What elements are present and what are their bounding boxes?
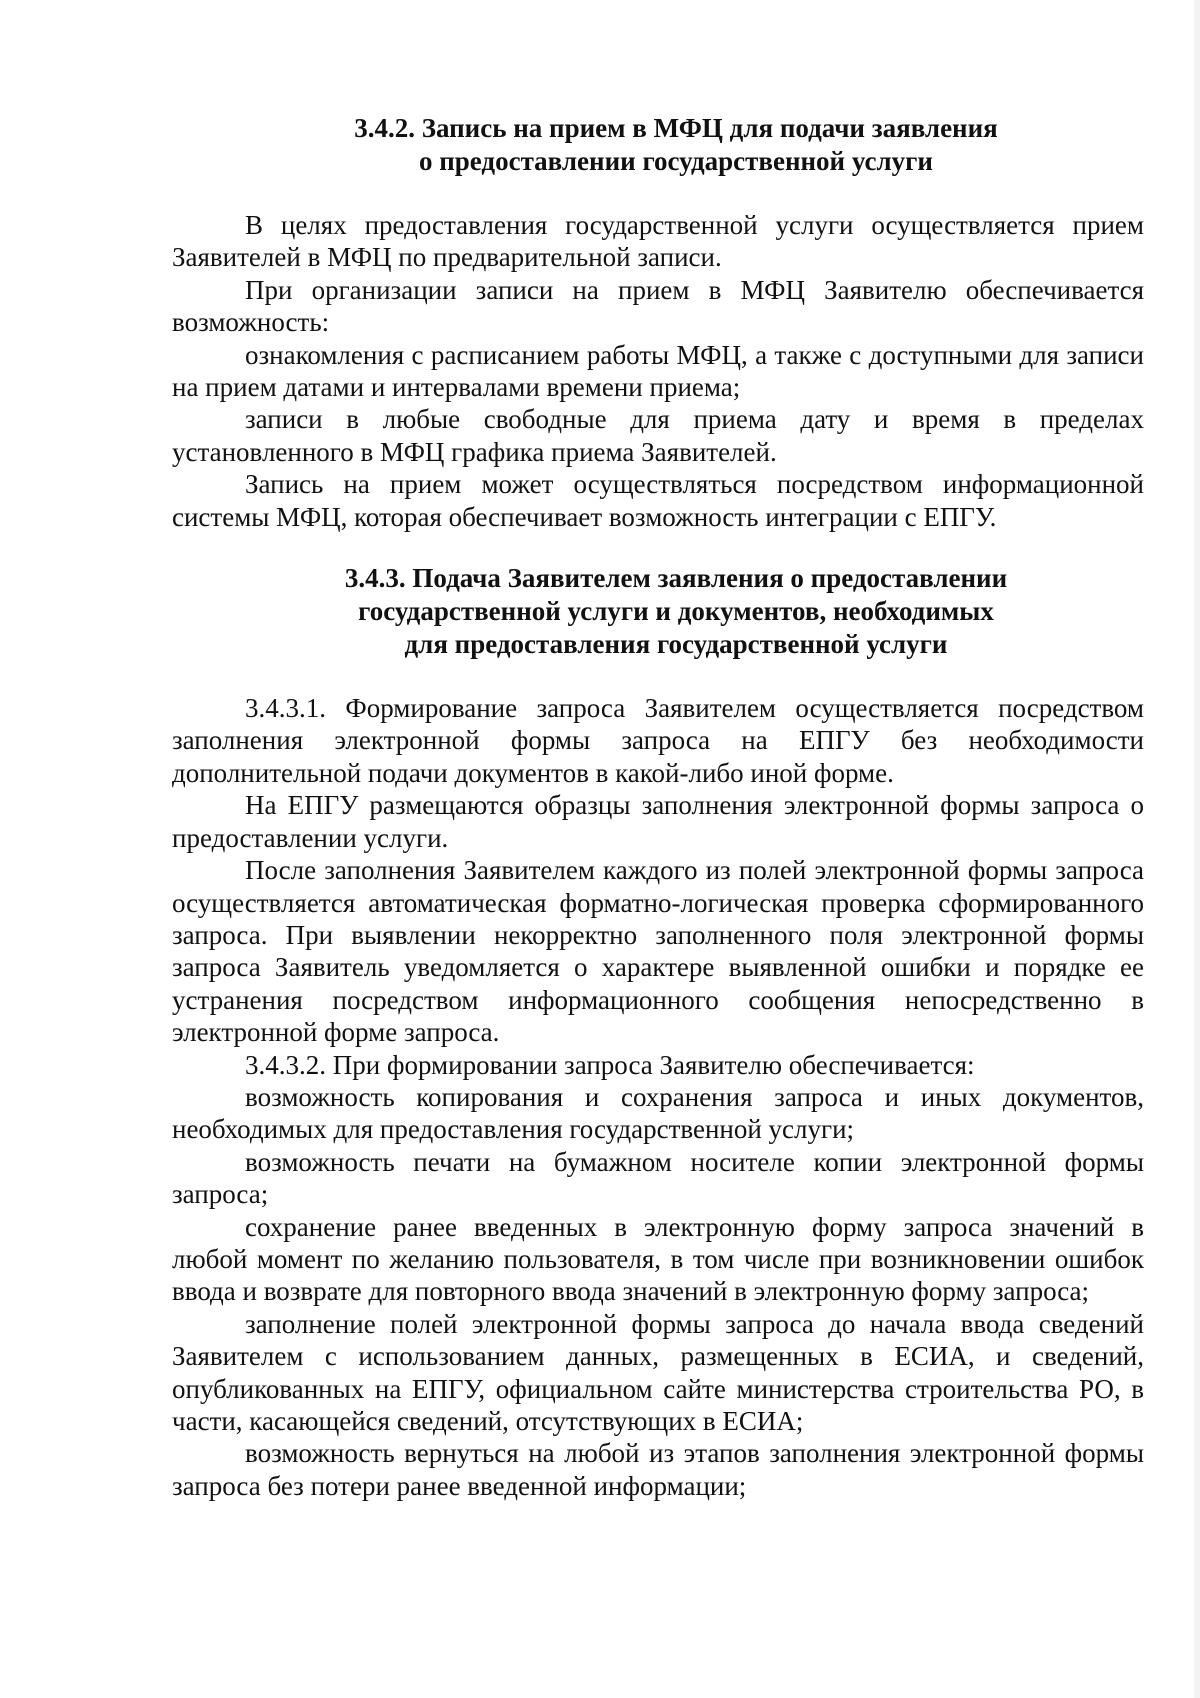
section-342-heading-line-2: о предоставлении государственной услуги	[418, 146, 933, 176]
section-342-heading	[172, 112, 1144, 178]
paragraph: возможность печати на бумажном носителе копии электронной формы запроса;	[172, 1146, 1144, 1210]
section-343-heading-line-1: 3.4.3. Подача Заявителем заявления о предоставлении	[344, 563, 1008, 594]
paragraph: На ЕПГУ размещаются образцы заполнения электронной формы запроса о предоставлении услуги.	[172, 790, 1144, 853]
paragraph: заполнение полей электронной формы запроса до начала ввода сведений Заявителем с использованием данных, размещенных в ЕСИА, и сведений, опубликованных на ЕПГУ, официальном сайте министерства строительства РО, в части, касающейся сведений, отсутствующих в ЕСИА;	[172, 1308, 1144, 1436]
section-343-heading	[172, 562, 1144, 661]
section-342-heading-line-1: 3.4.2. Запись на прием в МФЦ для подачи заявления	[354, 113, 998, 143]
section-343-heading-line-3: для предоставления государственной услуги	[404, 629, 948, 660]
paragraph: 3.4.3.1. Формирование запроса Заявителем осуществляется посредством заполнения электронной формы запроса на ЕПГУ без необходимости дополнительной подачи документов в какой-либо иной форме.	[172, 693, 1144, 788]
paragraph: ознакомления с расписанием работы МФЦ, а также с доступными для записи на прием датами и интервалами времени приема;	[172, 339, 1144, 403]
paragraph: 3.4.3.2. При формировании запроса Заявителю обеспечивается:	[245, 1049, 975, 1080]
page-edge-shadow	[1194, 0, 1200, 1698]
document-page	[172, 112, 1144, 1502]
paragraph: сохранение ранее введенных в электронную форму запроса значений в любой момент по желанию пользователя, в том числе при возникновении ошибок ввода и возврате для повторного ввода значений в электронную форму запроса;	[172, 1211, 1144, 1307]
section-343-heading-line-2: государственной услуги и документов, необходимых	[358, 596, 994, 627]
paragraph: возможность копирования и сохранения запроса и иных документов, необходимых для предоставления государственной услуги;	[172, 1081, 1144, 1145]
paragraph: записи в любые свободные для приема дату и время в пределах установленного в МФЦ графика приема Заявителей.	[172, 404, 1144, 467]
paragraph: После заполнения Заявителем каждого из полей электронной формы запроса осуществляется автоматическая форматно-логическая проверка сформированного запроса. При выявлении некорректно заполненного поля электронной формы запроса Заявитель уведомляется о характере выявленной ошибки и порядке ее устранения посредством информационного сообщения непосредственно в электронной форме запроса.	[172, 855, 1144, 1048]
paragraph: возможность вернуться на любой из этапов заполнения электронной формы запроса без потери ранее введенной информации;	[172, 1438, 1144, 1501]
paragraph: При организации записи на прием в МФЦ Заявителю обеспечивается возможность:	[172, 274, 1144, 338]
paragraph: Запись на прием может осуществляться посредством информационной системы МФЦ, которая обеспечивает возможность интеграции с ЕПГУ.	[172, 469, 1144, 532]
paragraph: В целях предоставления государственной услуги осуществляется прием Заявителей в МФЦ по предварительной записи.	[172, 210, 1144, 273]
